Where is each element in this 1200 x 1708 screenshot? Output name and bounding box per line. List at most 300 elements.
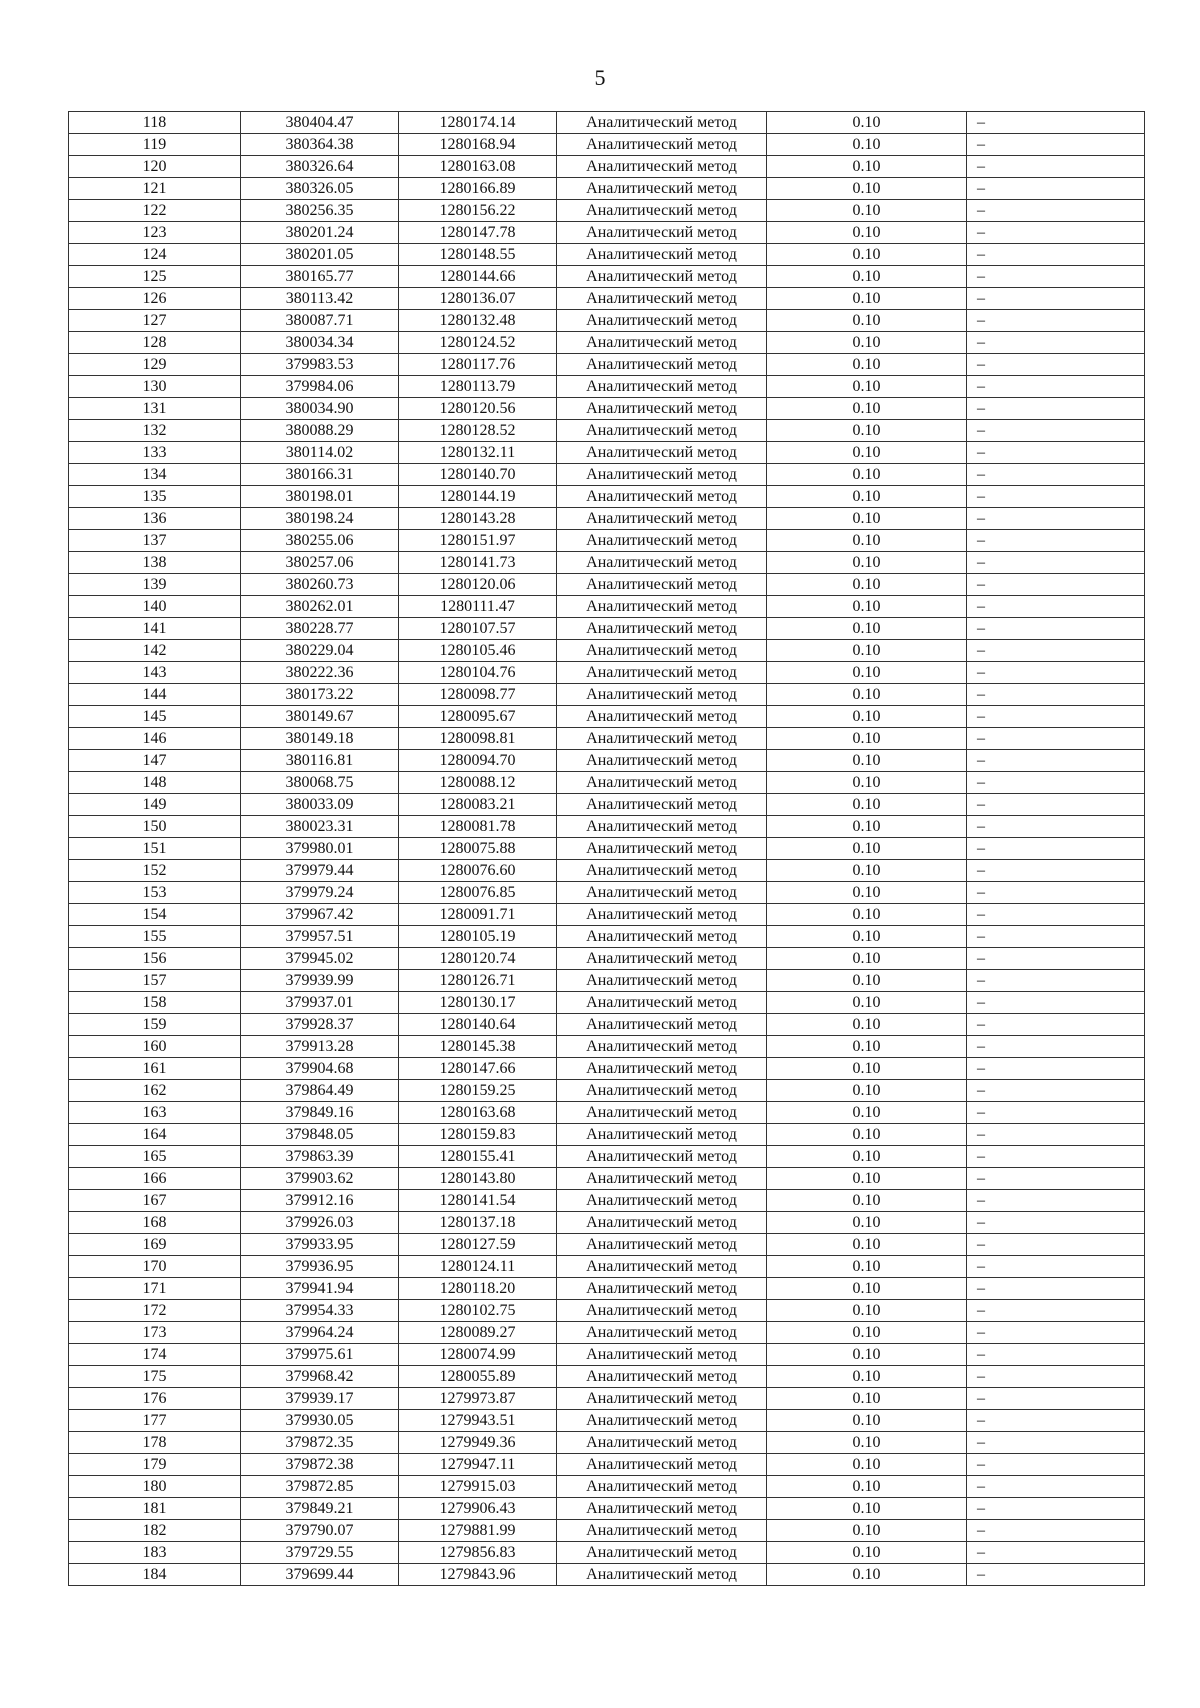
point-number-cell: 136 — [69, 508, 241, 530]
table-row — [69, 1322, 1145, 1344]
accuracy-cell: 0.10 — [767, 1454, 967, 1476]
note-cell: – — [967, 442, 1145, 464]
x-coordinate-cell: 379913.28 — [241, 1036, 399, 1058]
table-row — [69, 1014, 1145, 1036]
x-coordinate-cell: 380034.34 — [241, 332, 399, 354]
x-coordinate-cell: 380173.22 — [241, 684, 399, 706]
method-cell: Аналитический метод — [557, 1344, 767, 1366]
method-cell: Аналитический метод — [557, 1168, 767, 1190]
point-number-cell: 146 — [69, 728, 241, 750]
x-coordinate-cell: 380165.77 — [241, 266, 399, 288]
accuracy-cell: 0.10 — [767, 904, 967, 926]
point-number-cell: 159 — [69, 1014, 241, 1036]
method-cell: Аналитический метод — [557, 1520, 767, 1542]
accuracy-cell: 0.10 — [767, 398, 967, 420]
table-row — [69, 178, 1145, 200]
method-cell: Аналитический метод — [557, 640, 767, 662]
point-number-cell: 178 — [69, 1432, 241, 1454]
method-cell: Аналитический метод — [557, 464, 767, 486]
method-cell: Аналитический метод — [557, 706, 767, 728]
point-number-cell: 177 — [69, 1410, 241, 1432]
accuracy-cell: 0.10 — [767, 640, 967, 662]
point-number-cell: 143 — [69, 662, 241, 684]
point-number-cell: 165 — [69, 1146, 241, 1168]
note-cell: – — [967, 838, 1145, 860]
y-coordinate-cell: 1280130.17 — [399, 992, 557, 1014]
method-cell: Аналитический метод — [557, 266, 767, 288]
x-coordinate-cell: 380198.24 — [241, 508, 399, 530]
x-coordinate-cell: 379729.55 — [241, 1542, 399, 1564]
table-row — [69, 1036, 1145, 1058]
accuracy-cell: 0.10 — [767, 860, 967, 882]
method-cell: Аналитический метод — [557, 662, 767, 684]
y-coordinate-cell: 1280136.07 — [399, 288, 557, 310]
note-cell: – — [967, 662, 1145, 684]
method-cell: Аналитический метод — [557, 552, 767, 574]
x-coordinate-cell: 380326.64 — [241, 156, 399, 178]
note-cell: – — [967, 1124, 1145, 1146]
note-cell: – — [967, 398, 1145, 420]
y-coordinate-cell: 1280143.80 — [399, 1168, 557, 1190]
point-number-cell: 144 — [69, 684, 241, 706]
table-row — [69, 200, 1145, 222]
method-cell: Аналитический метод — [557, 926, 767, 948]
y-coordinate-cell: 1279881.99 — [399, 1520, 557, 1542]
method-cell: Аналитический метод — [557, 112, 767, 134]
note-cell: – — [967, 816, 1145, 838]
point-number-cell: 152 — [69, 860, 241, 882]
table-row — [69, 838, 1145, 860]
x-coordinate-cell: 379926.03 — [241, 1212, 399, 1234]
x-coordinate-cell: 380149.18 — [241, 728, 399, 750]
y-coordinate-cell: 1280105.19 — [399, 926, 557, 948]
accuracy-cell: 0.10 — [767, 662, 967, 684]
point-number-cell: 171 — [69, 1278, 241, 1300]
note-cell: – — [967, 1190, 1145, 1212]
accuracy-cell: 0.10 — [767, 1036, 967, 1058]
table-row — [69, 574, 1145, 596]
y-coordinate-cell: 1280095.67 — [399, 706, 557, 728]
y-coordinate-cell: 1280148.55 — [399, 244, 557, 266]
table-row — [69, 750, 1145, 772]
accuracy-cell: 0.10 — [767, 970, 967, 992]
accuracy-cell: 0.10 — [767, 1256, 967, 1278]
y-coordinate-cell: 1280143.28 — [399, 508, 557, 530]
note-cell: – — [967, 1520, 1145, 1542]
note-cell: – — [967, 1278, 1145, 1300]
accuracy-cell: 0.10 — [767, 1344, 967, 1366]
point-number-cell: 119 — [69, 134, 241, 156]
point-number-cell: 126 — [69, 288, 241, 310]
y-coordinate-cell: 1279949.36 — [399, 1432, 557, 1454]
y-coordinate-cell: 1280156.22 — [399, 200, 557, 222]
method-cell: Аналитический метод — [557, 838, 767, 860]
note-cell: – — [967, 926, 1145, 948]
x-coordinate-cell: 379872.38 — [241, 1454, 399, 1476]
y-coordinate-cell: 1280166.89 — [399, 178, 557, 200]
x-coordinate-cell: 380255.06 — [241, 530, 399, 552]
accuracy-cell: 0.10 — [767, 1014, 967, 1036]
point-number-cell: 150 — [69, 816, 241, 838]
note-cell: – — [967, 1322, 1145, 1344]
x-coordinate-cell: 379928.37 — [241, 1014, 399, 1036]
x-coordinate-cell: 380260.73 — [241, 574, 399, 596]
method-cell: Аналитический метод — [557, 508, 767, 530]
x-coordinate-cell: 379930.05 — [241, 1410, 399, 1432]
x-coordinate-cell: 380404.47 — [241, 112, 399, 134]
x-coordinate-cell: 380166.31 — [241, 464, 399, 486]
x-coordinate-cell: 379863.39 — [241, 1146, 399, 1168]
note-cell: – — [967, 222, 1145, 244]
y-coordinate-cell: 1279843.96 — [399, 1564, 557, 1586]
point-number-cell: 145 — [69, 706, 241, 728]
x-coordinate-cell: 379699.44 — [241, 1564, 399, 1586]
accuracy-cell: 0.10 — [767, 354, 967, 376]
accuracy-cell: 0.10 — [767, 750, 967, 772]
y-coordinate-cell: 1280137.18 — [399, 1212, 557, 1234]
accuracy-cell: 0.10 — [767, 596, 967, 618]
method-cell: Аналитический метод — [557, 816, 767, 838]
table-row — [69, 508, 1145, 530]
method-cell: Аналитический метод — [557, 772, 767, 794]
note-cell: – — [967, 1212, 1145, 1234]
x-coordinate-cell: 380257.06 — [241, 552, 399, 574]
point-number-cell: 153 — [69, 882, 241, 904]
y-coordinate-cell: 1280128.52 — [399, 420, 557, 442]
point-number-cell: 130 — [69, 376, 241, 398]
y-coordinate-cell: 1280140.70 — [399, 464, 557, 486]
accuracy-cell: 0.10 — [767, 1212, 967, 1234]
y-coordinate-cell: 1280132.48 — [399, 310, 557, 332]
method-cell: Аналитический метод — [557, 1410, 767, 1432]
method-cell: Аналитический метод — [557, 1278, 767, 1300]
x-coordinate-cell: 379983.53 — [241, 354, 399, 376]
point-number-cell: 122 — [69, 200, 241, 222]
method-cell: Аналитический метод — [557, 442, 767, 464]
method-cell: Аналитический метод — [557, 1542, 767, 1564]
point-number-cell: 129 — [69, 354, 241, 376]
table-row — [69, 156, 1145, 178]
table-row — [69, 1432, 1145, 1454]
table-row — [69, 596, 1145, 618]
accuracy-cell: 0.10 — [767, 222, 967, 244]
table-row — [69, 1168, 1145, 1190]
note-cell: – — [967, 1388, 1145, 1410]
point-number-cell: 121 — [69, 178, 241, 200]
note-cell: – — [967, 860, 1145, 882]
accuracy-cell: 0.10 — [767, 706, 967, 728]
table-row — [69, 1190, 1145, 1212]
note-cell: – — [967, 1542, 1145, 1564]
y-coordinate-cell: 1280144.19 — [399, 486, 557, 508]
y-coordinate-cell: 1280151.97 — [399, 530, 557, 552]
y-coordinate-cell: 1280126.71 — [399, 970, 557, 992]
method-cell: Аналитический метод — [557, 1080, 767, 1102]
accuracy-cell: 0.10 — [767, 1168, 967, 1190]
note-cell: – — [967, 1454, 1145, 1476]
point-number-cell: 170 — [69, 1256, 241, 1278]
y-coordinate-cell: 1280155.41 — [399, 1146, 557, 1168]
y-coordinate-cell: 1280055.89 — [399, 1366, 557, 1388]
point-number-cell: 118 — [69, 112, 241, 134]
point-number-cell: 182 — [69, 1520, 241, 1542]
table-row — [69, 772, 1145, 794]
point-number-cell: 148 — [69, 772, 241, 794]
table-row — [69, 882, 1145, 904]
x-coordinate-cell: 379848.05 — [241, 1124, 399, 1146]
y-coordinate-cell: 1280127.59 — [399, 1234, 557, 1256]
table-row — [69, 794, 1145, 816]
method-cell: Аналитический метод — [557, 178, 767, 200]
table-row — [69, 1102, 1145, 1124]
y-coordinate-cell: 1280075.88 — [399, 838, 557, 860]
note-cell: – — [967, 310, 1145, 332]
table-row — [69, 1476, 1145, 1498]
method-cell: Аналитический метод — [557, 882, 767, 904]
accuracy-cell: 0.10 — [767, 288, 967, 310]
point-number-cell: 157 — [69, 970, 241, 992]
method-cell: Аналитический метод — [557, 332, 767, 354]
accuracy-cell: 0.10 — [767, 1388, 967, 1410]
note-cell: – — [967, 266, 1145, 288]
note-cell: – — [967, 552, 1145, 574]
y-coordinate-cell: 1279856.83 — [399, 1542, 557, 1564]
accuracy-cell: 0.10 — [767, 1146, 967, 1168]
method-cell: Аналитический метод — [557, 1014, 767, 1036]
y-coordinate-cell: 1280102.75 — [399, 1300, 557, 1322]
point-number-cell: 120 — [69, 156, 241, 178]
method-cell: Аналитический метод — [557, 420, 767, 442]
note-cell: – — [967, 1344, 1145, 1366]
method-cell: Аналитический метод — [557, 860, 767, 882]
note-cell: – — [967, 706, 1145, 728]
note-cell: – — [967, 640, 1145, 662]
method-cell: Аналитический метод — [557, 750, 767, 772]
note-cell: – — [967, 200, 1145, 222]
method-cell: Аналитический метод — [557, 222, 767, 244]
point-number-cell: 155 — [69, 926, 241, 948]
x-coordinate-cell: 380364.38 — [241, 134, 399, 156]
point-number-cell: 127 — [69, 310, 241, 332]
note-cell: – — [967, 684, 1145, 706]
point-number-cell: 158 — [69, 992, 241, 1014]
y-coordinate-cell: 1280120.56 — [399, 398, 557, 420]
accuracy-cell: 0.10 — [767, 178, 967, 200]
point-number-cell: 161 — [69, 1058, 241, 1080]
table-row — [69, 970, 1145, 992]
y-coordinate-cell: 1280124.11 — [399, 1256, 557, 1278]
point-number-cell: 175 — [69, 1366, 241, 1388]
y-coordinate-cell: 1280117.76 — [399, 354, 557, 376]
note-cell: – — [967, 1234, 1145, 1256]
note-cell: – — [967, 904, 1145, 926]
accuracy-cell: 0.10 — [767, 266, 967, 288]
method-cell: Аналитический метод — [557, 1212, 767, 1234]
table-row — [69, 706, 1145, 728]
accuracy-cell: 0.10 — [767, 1278, 967, 1300]
point-number-cell: 151 — [69, 838, 241, 860]
table-row — [69, 816, 1145, 838]
note-cell: – — [967, 288, 1145, 310]
accuracy-cell: 0.10 — [767, 134, 967, 156]
x-coordinate-cell: 379984.06 — [241, 376, 399, 398]
y-coordinate-cell: 1279943.51 — [399, 1410, 557, 1432]
x-coordinate-cell: 379964.24 — [241, 1322, 399, 1344]
x-coordinate-cell: 380256.35 — [241, 200, 399, 222]
y-coordinate-cell: 1280098.81 — [399, 728, 557, 750]
x-coordinate-cell: 380262.01 — [241, 596, 399, 618]
x-coordinate-cell: 380228.77 — [241, 618, 399, 640]
note-cell: – — [967, 134, 1145, 156]
x-coordinate-cell: 379864.49 — [241, 1080, 399, 1102]
x-coordinate-cell: 379872.35 — [241, 1432, 399, 1454]
point-number-cell: 133 — [69, 442, 241, 464]
note-cell: – — [967, 1168, 1145, 1190]
x-coordinate-cell: 380023.31 — [241, 816, 399, 838]
note-cell: – — [967, 376, 1145, 398]
x-coordinate-cell: 380149.67 — [241, 706, 399, 728]
table-row — [69, 1278, 1145, 1300]
x-coordinate-cell: 379939.17 — [241, 1388, 399, 1410]
y-coordinate-cell: 1280094.70 — [399, 750, 557, 772]
point-number-cell: 167 — [69, 1190, 241, 1212]
table-row — [69, 420, 1145, 442]
table-row — [69, 1212, 1145, 1234]
point-number-cell: 168 — [69, 1212, 241, 1234]
x-coordinate-cell: 379939.99 — [241, 970, 399, 992]
table-row — [69, 332, 1145, 354]
note-cell: – — [967, 486, 1145, 508]
table-row — [69, 1498, 1145, 1520]
table-row — [69, 244, 1145, 266]
method-cell: Аналитический метод — [557, 1454, 767, 1476]
note-cell: – — [967, 1410, 1145, 1432]
point-number-cell: 160 — [69, 1036, 241, 1058]
y-coordinate-cell: 1280081.78 — [399, 816, 557, 838]
point-number-cell: 149 — [69, 794, 241, 816]
note-cell: – — [967, 1366, 1145, 1388]
table-row — [69, 1344, 1145, 1366]
method-cell: Аналитический метод — [557, 1058, 767, 1080]
x-coordinate-cell: 379904.68 — [241, 1058, 399, 1080]
y-coordinate-cell: 1280145.38 — [399, 1036, 557, 1058]
method-cell: Аналитический метод — [557, 486, 767, 508]
accuracy-cell: 0.10 — [767, 486, 967, 508]
note-cell: – — [967, 1476, 1145, 1498]
note-cell: – — [967, 882, 1145, 904]
method-cell: Аналитический метод — [557, 970, 767, 992]
y-coordinate-cell: 1279915.03 — [399, 1476, 557, 1498]
note-cell: – — [967, 464, 1145, 486]
x-coordinate-cell: 379954.33 — [241, 1300, 399, 1322]
table-row — [69, 1234, 1145, 1256]
note-cell: – — [967, 354, 1145, 376]
accuracy-cell: 0.10 — [767, 200, 967, 222]
x-coordinate-cell: 380229.04 — [241, 640, 399, 662]
table-row — [69, 288, 1145, 310]
point-number-cell: 142 — [69, 640, 241, 662]
point-number-cell: 162 — [69, 1080, 241, 1102]
method-cell: Аналитический метод — [557, 1234, 767, 1256]
note-cell: – — [967, 1256, 1145, 1278]
table-row — [69, 1256, 1145, 1278]
point-number-cell: 141 — [69, 618, 241, 640]
method-cell: Аналитический метод — [557, 1498, 767, 1520]
y-coordinate-cell: 1280076.60 — [399, 860, 557, 882]
x-coordinate-cell: 380113.42 — [241, 288, 399, 310]
note-cell: – — [967, 794, 1145, 816]
y-coordinate-cell: 1280141.73 — [399, 552, 557, 574]
accuracy-cell: 0.10 — [767, 1080, 967, 1102]
x-coordinate-cell: 379975.61 — [241, 1344, 399, 1366]
table-row — [69, 1388, 1145, 1410]
note-cell: – — [967, 1300, 1145, 1322]
table-row — [69, 134, 1145, 156]
x-coordinate-cell: 379957.51 — [241, 926, 399, 948]
table-row — [69, 860, 1145, 882]
table-row — [69, 618, 1145, 640]
table-row — [69, 1542, 1145, 1564]
point-number-cell: 140 — [69, 596, 241, 618]
y-coordinate-cell: 1280140.64 — [399, 1014, 557, 1036]
x-coordinate-cell: 380087.71 — [241, 310, 399, 332]
method-cell: Аналитический метод — [557, 310, 767, 332]
point-number-cell: 154 — [69, 904, 241, 926]
note-cell: – — [967, 574, 1145, 596]
y-coordinate-cell: 1280120.74 — [399, 948, 557, 970]
y-coordinate-cell: 1280163.68 — [399, 1102, 557, 1124]
note-cell: – — [967, 1564, 1145, 1586]
method-cell: Аналитический метод — [557, 948, 767, 970]
x-coordinate-cell: 380198.01 — [241, 486, 399, 508]
point-number-cell: 156 — [69, 948, 241, 970]
point-number-cell: 139 — [69, 574, 241, 596]
method-cell: Аналитический метод — [557, 530, 767, 552]
table-row — [69, 684, 1145, 706]
note-cell: – — [967, 618, 1145, 640]
y-coordinate-cell: 1280098.77 — [399, 684, 557, 706]
accuracy-cell: 0.10 — [767, 926, 967, 948]
accuracy-cell: 0.10 — [767, 1564, 967, 1586]
table-row — [69, 112, 1145, 134]
table-row — [69, 662, 1145, 684]
coordinates-table — [68, 111, 1145, 1586]
x-coordinate-cell: 379936.95 — [241, 1256, 399, 1278]
note-cell: – — [967, 948, 1145, 970]
x-coordinate-cell: 379967.42 — [241, 904, 399, 926]
x-coordinate-cell: 379790.07 — [241, 1520, 399, 1542]
accuracy-cell: 0.10 — [767, 464, 967, 486]
point-number-cell: 174 — [69, 1344, 241, 1366]
table-row — [69, 266, 1145, 288]
accuracy-cell: 0.10 — [767, 1102, 967, 1124]
note-cell: – — [967, 112, 1145, 134]
table-row — [69, 442, 1145, 464]
method-cell: Аналитический метод — [557, 794, 767, 816]
x-coordinate-cell: 379979.24 — [241, 882, 399, 904]
accuracy-cell: 0.10 — [767, 882, 967, 904]
note-cell: – — [967, 1432, 1145, 1454]
y-coordinate-cell: 1279973.87 — [399, 1388, 557, 1410]
accuracy-cell: 0.10 — [767, 244, 967, 266]
y-coordinate-cell: 1280120.06 — [399, 574, 557, 596]
table-row — [69, 486, 1145, 508]
x-coordinate-cell: 379903.62 — [241, 1168, 399, 1190]
method-cell: Аналитический метод — [557, 992, 767, 1014]
note-cell: – — [967, 1036, 1145, 1058]
accuracy-cell: 0.10 — [767, 728, 967, 750]
note-cell: – — [967, 772, 1145, 794]
